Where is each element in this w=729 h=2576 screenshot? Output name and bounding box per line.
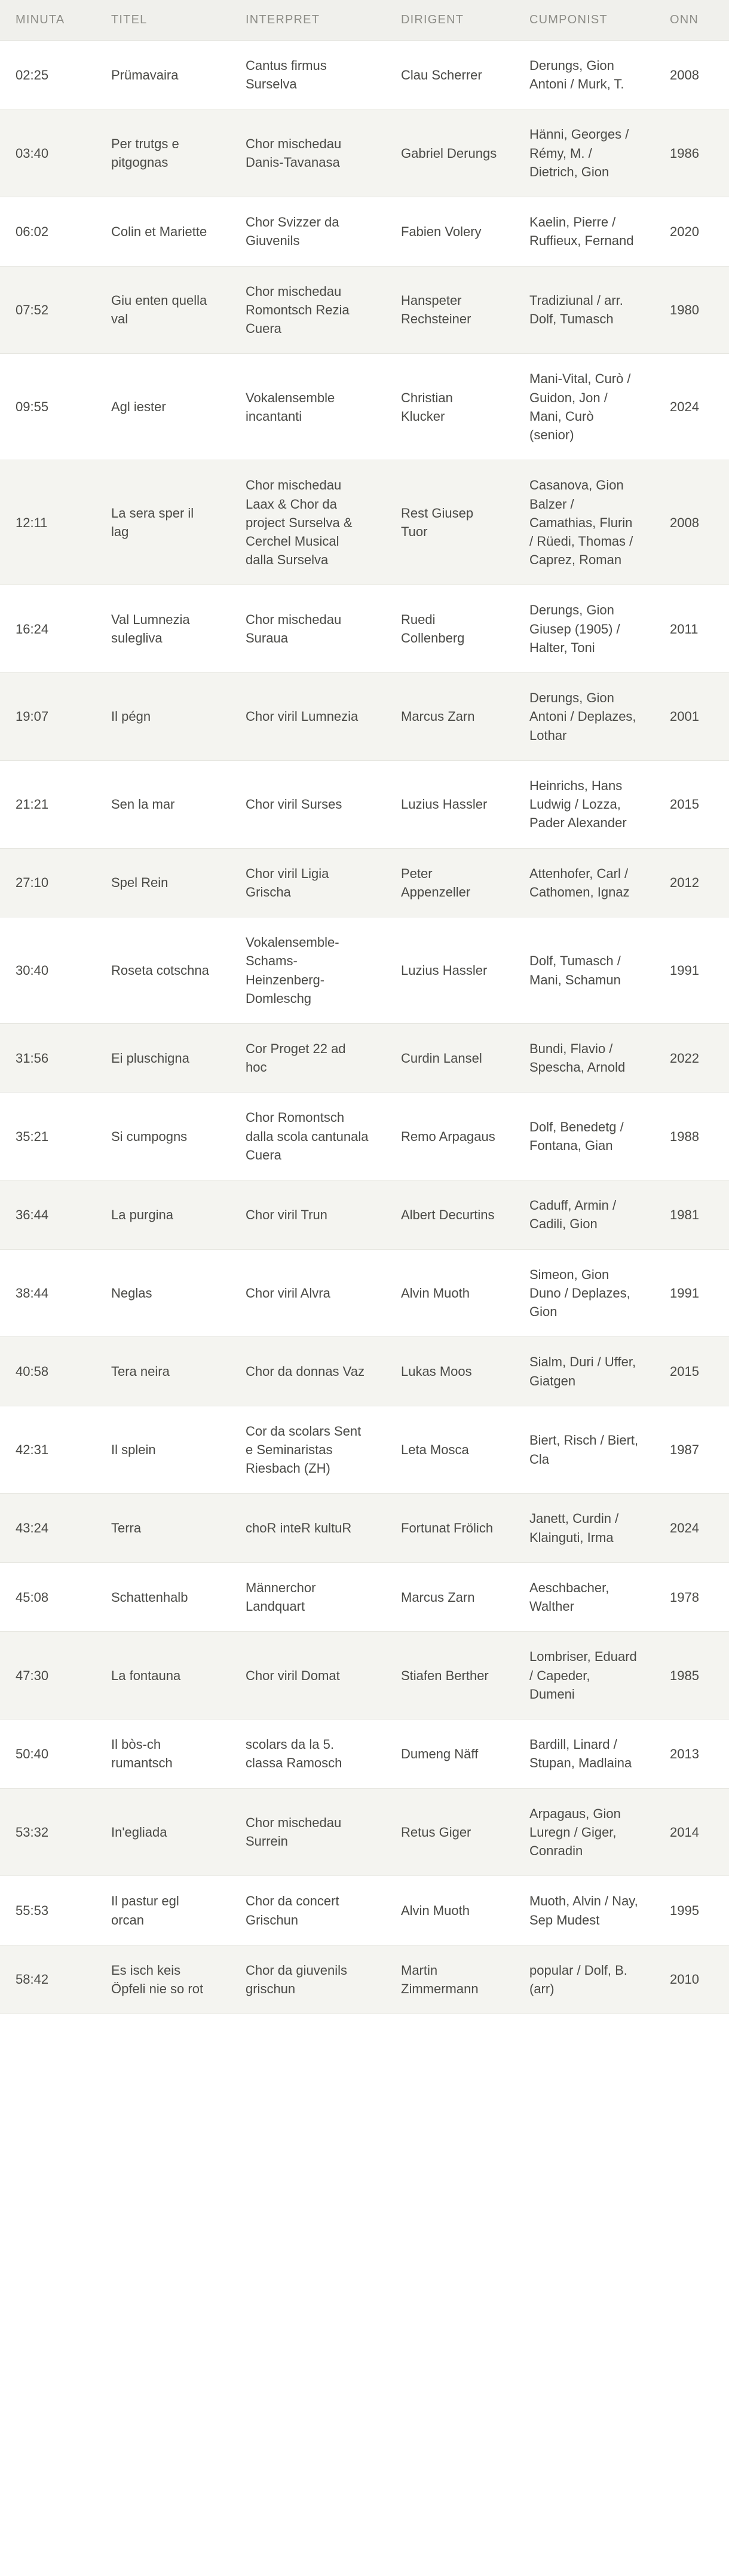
cell-titel: Schattenhalb [96,1562,230,1631]
column-header-minuta[interactable]: MINUTA [0,0,96,41]
column-header-dirigent[interactable]: DIRIGENT [385,0,514,41]
cell-interpret: Chor viril Surses [230,760,385,848]
cell-minuta: 31:56 [0,1023,96,1092]
cell-cumponist: Heinrichs, Hans Ludwig / Lozza, Pader Alexander [514,760,654,848]
cell-dirigent: Luzius Hassler [385,917,514,1024]
cell-minuta: 43:24 [0,1494,96,1562]
table-body [0,41,729,2014]
cell-dirigent: Luzius Hassler [385,760,514,848]
cell-minuta: 50:40 [0,1720,96,1788]
cell-cumponist: Caduff, Armin / Cadili, Gion [514,1180,654,1249]
cell-interpret: scolars da la 5. classa Ramosch [230,1720,385,1788]
cell-cumponist: Hänni, Georges / Rémy, M. / Dietrich, Gion [514,109,654,197]
table-row[interactable] [0,1788,729,1876]
cell-titel: Roseta cotschna [96,917,230,1024]
cell-cumponist: popular / Dolf, B. (arr) [514,1945,654,2014]
cell-onn: 2010 [654,1945,729,2014]
cell-minuta: 07:52 [0,266,96,354]
cell-titel: Giu enten quella val [96,266,230,354]
cell-minuta: 21:21 [0,760,96,848]
cell-titel: La sera sper il lag [96,460,230,585]
table-row[interactable] [0,848,729,917]
cell-interpret: Cor da scolars Sent e Seminaristas Riesbach (ZH) [230,1406,385,1494]
cell-onn: 1980 [654,266,729,354]
cell-cumponist: Bundi, Flavio / Spescha, Arnold [514,1023,654,1092]
cell-dirigent: Clau Scherrer [385,41,514,109]
cell-cumponist: Derungs, Gion Antoni / Murk, T. [514,41,654,109]
cell-minuta: 45:08 [0,1562,96,1631]
cell-cumponist: Tradiziunal / arr. Dolf, Tumasch [514,266,654,354]
table-row[interactable] [0,41,729,109]
cell-dirigent: Rest Giusep Tuor [385,460,514,585]
cell-onn: 2015 [654,1337,729,1406]
cell-dirigent: Martin Zimmermann [385,1945,514,2014]
cell-onn: 2020 [654,197,729,266]
cell-cumponist: Kaelin, Pierre / Ruffieux, Fernand [514,197,654,266]
cell-titel: Terra [96,1494,230,1562]
table-row[interactable] [0,1876,729,1945]
cell-onn: 2015 [654,760,729,848]
table-row[interactable] [0,1494,729,1562]
cell-onn: 1981 [654,1180,729,1249]
cell-dirigent: Christian Klucker [385,354,514,460]
cell-minuta: 53:32 [0,1788,96,1876]
cell-titel: Spel Rein [96,848,230,917]
table-row[interactable] [0,1562,729,1631]
cell-cumponist: Simeon, Gion Duno / Deplazes, Gion [514,1249,654,1337]
column-header-cumponist[interactable]: CUMPONIST [514,0,654,41]
cell-dirigent: Albert Decurtins [385,1180,514,1249]
cell-dirigent: Ruedi Collenberg [385,585,514,673]
table-row[interactable] [0,109,729,197]
cell-interpret: Vokalensemble-Schams-Heinzenberg-Domleschg [230,917,385,1024]
cell-interpret: Chor Svizzer da Giuvenils [230,197,385,266]
cell-onn: 2024 [654,354,729,460]
cell-onn: 1987 [654,1406,729,1494]
cell-cumponist: Bardill, Linard / Stupan, Madlaina [514,1720,654,1788]
cell-onn: 1991 [654,1249,729,1337]
cell-onn: 2022 [654,1023,729,1092]
cell-titel: Si cumpogns [96,1093,230,1180]
cell-onn: 1995 [654,1876,729,1945]
cell-onn: 2008 [654,460,729,585]
table-row[interactable] [0,354,729,460]
cell-dirigent: Stiafen Berther [385,1632,514,1720]
cell-interpret: Chor da donnas Vaz [230,1337,385,1406]
cell-minuta: 58:42 [0,1945,96,2014]
cell-titel: Neglas [96,1249,230,1337]
cell-cumponist: Derungs, Gion Antoni / Deplazes, Lothar [514,673,654,761]
cell-titel: Il splein [96,1406,230,1494]
cell-minuta: 42:31 [0,1406,96,1494]
cell-interpret: Chor da concert Grischun [230,1876,385,1945]
cell-dirigent: Leta Mosca [385,1406,514,1494]
cell-titel: Agl iester [96,354,230,460]
cell-cumponist: Lombriser, Eduard / Capeder, Dumeni [514,1632,654,1720]
cell-minuta: 09:55 [0,354,96,460]
table-row[interactable] [0,917,729,1024]
table-row[interactable] [0,1093,729,1180]
cell-onn: 2024 [654,1494,729,1562]
cell-minuta: 19:07 [0,673,96,761]
cell-minuta: 03:40 [0,109,96,197]
cell-interpret: Chor mischedau Laax & Chor da project Surselva & Cerchel Musical dalla Surselva [230,460,385,585]
cell-cumponist: Janett, Curdin / Klainguti, Irma [514,1494,654,1562]
cell-dirigent: Lukas Moos [385,1337,514,1406]
cell-minuta: 55:53 [0,1876,96,1945]
table-header-row [0,0,729,41]
cell-interpret: Chor da giuvenils grischun [230,1945,385,2014]
cell-cumponist: Aeschbacher, Walther [514,1562,654,1631]
cell-titel: Colin et Mariette [96,197,230,266]
cell-interpret: Cantus firmus Surselva [230,41,385,109]
cell-onn: 1985 [654,1632,729,1720]
cell-dirigent: Dumeng Näff [385,1720,514,1788]
column-header-onn[interactable]: ONN [654,0,729,41]
cell-minuta: 30:40 [0,917,96,1024]
cell-dirigent: Remo Arpagaus [385,1093,514,1180]
cell-onn: 1991 [654,917,729,1024]
cell-titel: Prümavaira [96,41,230,109]
cell-onn: 2001 [654,673,729,761]
cell-interpret: Chor viril Ligia Grischa [230,848,385,917]
cell-interpret: Vokalensemble incantanti [230,354,385,460]
cell-titel: Sen la mar [96,760,230,848]
cell-dirigent: Peter Appenzeller [385,848,514,917]
cell-cumponist: Casanova, Gion Balzer / Camathias, Flurin / Rüedi, Thomas / Caprez, Roman [514,460,654,585]
cell-minuta: 06:02 [0,197,96,266]
cell-titel: Il pastur egl orcan [96,1876,230,1945]
cell-minuta: 02:25 [0,41,96,109]
cell-minuta: 27:10 [0,848,96,917]
cell-interpret: Chor mischedau Romontsch Rezia Cuera [230,266,385,354]
cell-dirigent: Retus Giger [385,1788,514,1876]
cell-interpret: Chor viril Trun [230,1180,385,1249]
cell-titel: Il pégn [96,673,230,761]
table-row[interactable] [0,1337,729,1406]
cell-minuta: 36:44 [0,1180,96,1249]
cell-titel: Tera neira [96,1337,230,1406]
cell-cumponist: Sialm, Duri / Uffer, Giatgen [514,1337,654,1406]
cell-minuta: 16:24 [0,585,96,673]
cell-dirigent: Fabien Volery [385,197,514,266]
table-row[interactable] [0,1632,729,1720]
column-header-titel[interactable]: TITEL [96,0,230,41]
cell-interpret: Männerchor Landquart [230,1562,385,1631]
cell-cumponist: Muoth, Alvin / Nay, Sep Mudest [514,1876,654,1945]
cell-interpret: Chor mischedau Surrein [230,1788,385,1876]
cell-minuta: 12:11 [0,460,96,585]
cell-titel: Per trutgs e pitgognas [96,109,230,197]
cell-cumponist: Biert, Risch / Biert, Cla [514,1406,654,1494]
cell-titel: La fontauna [96,1632,230,1720]
table-row[interactable] [0,266,729,354]
cell-minuta: 47:30 [0,1632,96,1720]
cell-cumponist: Derungs, Gion Giusep (1905) / Halter, Toni [514,585,654,673]
cell-interpret: Chor viril Alvra [230,1249,385,1337]
cell-interpret: Chor Romontsch dalla scola cantunala Cuera [230,1093,385,1180]
cell-cumponist: Mani-Vital, Curò / Guidon, Jon / Mani, Curò (senior) [514,354,654,460]
cell-titel: Il bòs-ch rumantsch [96,1720,230,1788]
table-row[interactable] [0,585,729,673]
table-row[interactable] [0,1023,729,1092]
cell-minuta: 40:58 [0,1337,96,1406]
cell-cumponist: Dolf, Benedetg / Fontana, Gian [514,1093,654,1180]
table-row[interactable] [0,197,729,266]
cell-titel: La purgina [96,1180,230,1249]
cell-onn: 2008 [654,41,729,109]
cell-titel: Val Lumnezia sulegliva [96,585,230,673]
cell-cumponist: Dolf, Tumasch / Mani, Schamun [514,917,654,1024]
cell-onn: 1978 [654,1562,729,1631]
table-row[interactable] [0,1945,729,2014]
cell-cumponist: Arpagaus, Gion Luregn / Giger, Conradin [514,1788,654,1876]
table-row[interactable] [0,1249,729,1337]
cell-interpret: choR inteR kultuR [230,1494,385,1562]
cell-dirigent: Marcus Zarn [385,673,514,761]
cell-dirigent: Hanspeter Rechsteiner [385,266,514,354]
cell-minuta: 38:44 [0,1249,96,1337]
table-row[interactable] [0,460,729,585]
cell-titel: Es isch keis Öpfeli nie so rot [96,1945,230,2014]
cell-dirigent: Alvin Muoth [385,1249,514,1337]
cell-onn: 2014 [654,1788,729,1876]
cell-onn: 2011 [654,585,729,673]
table-row[interactable] [0,1180,729,1249]
cell-dirigent: Marcus Zarn [385,1562,514,1631]
cell-titel: In'egliada [96,1788,230,1876]
cell-interpret: Chor mischedau Danis-Tavanasa [230,109,385,197]
cell-interpret: Cor Proget 22 ad hoc [230,1023,385,1092]
cell-dirigent: Fortunat Frölich [385,1494,514,1562]
cell-onn: 2013 [654,1720,729,1788]
table-row[interactable] [0,1720,729,1788]
cell-titel: Ei pluschigna [96,1023,230,1092]
cell-interpret: Chor mischedau Suraua [230,585,385,673]
cell-onn: 2012 [654,848,729,917]
cell-interpret: Chor viril Domat [230,1632,385,1720]
table-row[interactable] [0,760,729,848]
cell-dirigent: Gabriel Derungs [385,109,514,197]
cell-onn: 1986 [654,109,729,197]
cell-onn: 1988 [654,1093,729,1180]
cell-interpret: Chor viril Lumnezia [230,673,385,761]
cell-cumponist: Attenhofer, Carl / Cathomen, Ignaz [514,848,654,917]
table-row[interactable] [0,1406,729,1494]
cell-minuta: 35:21 [0,1093,96,1180]
table-row[interactable] [0,673,729,761]
cell-dirigent: Curdin Lansel [385,1023,514,1092]
column-header-interpret[interactable]: INTERPRET [230,0,385,41]
cell-dirigent: Alvin Muoth [385,1876,514,1945]
table-header [0,0,729,41]
